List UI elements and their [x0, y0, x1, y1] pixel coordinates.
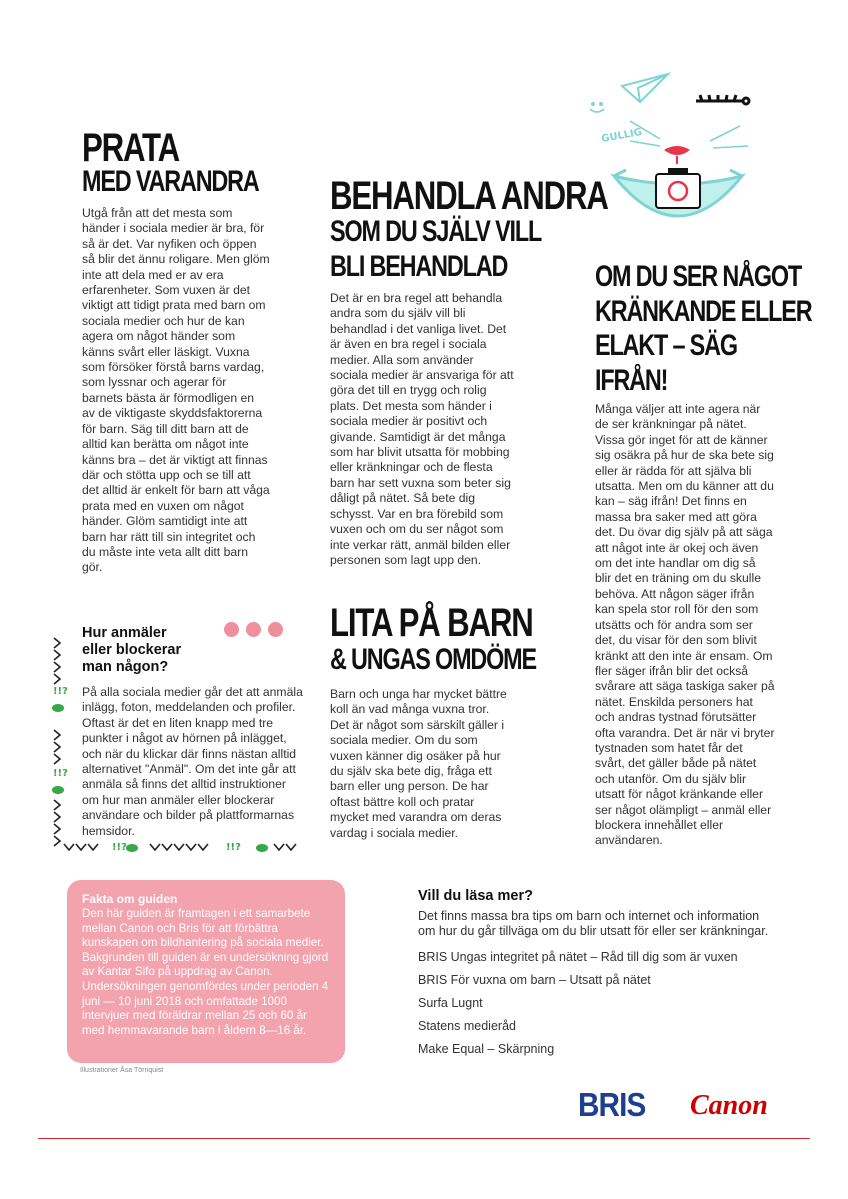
svg-text:!!?: !!?: [112, 842, 127, 853]
bris-logo: BRIS: [578, 1086, 646, 1123]
col3-title-line1: OM DU SER NÅGOT: [595, 260, 802, 293]
col2-title-line3: BLI BEHANDLAD: [330, 250, 508, 283]
svg-text:!!?: !!?: [53, 686, 68, 697]
fakta-box: [67, 880, 345, 1063]
col2-body2: Barn och unga har mycket bättre koll än vad många vuxna tror. Det är något som särskilt gäller i sociala medier. Om du som vuxen känner dig osäker på hur du själv ska bete dig, fråga ett barn eller ung person. De har oftast bättre koll och pratar mycket med varandra om deras vardag i sociala medier.: [330, 687, 507, 840]
col2-title-line1: BEHANDLA ANDRA: [330, 174, 608, 218]
col3-body: Många väljer att inte agera när de ser kränkningar på nätet. Vissa gör inget för att de känner sig osäkra på hur de ska bete sig eller är rädda för att själva bli utsatta. Men om du känner att du kan – säg ifrån! Det finns en massa bra saker med att göra det. Du övar dig själv på att säga att något inte är okej och även om det inte handlar om dig så blir det en träning om du skulle behöva. Att någon säger ifrån kan spela stor roll för den som utsätts och för andra som ser det, du visar för den som blivit kränkt att den inte är ensam. Om fler säger ifrån blir det också svårare att säga taskiga saker på nätet. Enskilda personers hat och andras tystnad förutsätter ofta varandra. Det är när vi bryter tystnaden som hatet får det svårt, det gäller både på nätet och utanför. Om du själv blir utsatt för något kränkande eller ser något olämpligt – anmäl eller blockera innehållet eller användaren.: [595, 402, 775, 848]
read-more-link[interactable]: BRIS För vuxna om barn – Utsatt på nätet: [418, 973, 651, 987]
read-more-links: [418, 950, 798, 1057]
col3-title-line4: IFRÅN!: [595, 364, 668, 397]
paper-plane-icon: [622, 74, 668, 102]
camera-icon: [656, 168, 700, 208]
col2-title2-line1: LITA PÅ BARN: [330, 601, 533, 645]
col2-title-line2: SOM DU SJÄLV VILL: [330, 215, 542, 248]
gullig-label: GULLIG: [600, 126, 643, 145]
read-more-heading: Vill du läsa mer?: [418, 888, 533, 904]
fakta-heading: Fakta om guiden: [82, 892, 178, 906]
report-heading: [82, 625, 232, 676]
read-more-intro: Det finns massa bra tips om barn och internet och information om hur du går tillväga om du blir utsatt för eller ser kränkningar.: [418, 909, 769, 938]
whiskers-icon: [630, 121, 748, 148]
illustration-credit: Illustrationer Åsa Törnquist: [80, 1067, 164, 1074]
col1-title-line1: PRATA: [82, 126, 179, 170]
read-more-link[interactable]: Statens medieråd: [418, 1019, 516, 1033]
col3-title-line2: KRÄNKANDE ELLER: [595, 295, 812, 328]
smiling-face-illustration: [580, 66, 780, 256]
report-heading-line2: eller blockerar: [82, 642, 182, 658]
col2-body: Det är en bra regel att behandla andra som du själv vill bli behandlad i det vanliga livet. Det är även en bra regel i sociala medier. Alla som använder sociala medier är ansvariga för att göra det till en trygg och rolig plats. Det mesta som händer i sociala medier är positivt och givande. Samtidigt är det många som har blivit utsatta för mobbing eller kränkningar och de flesta barn har sett vuxna som beter sig dåligt på nätet. Så bete dig schysst. Var en bra förebild som vuxen och om du ser något som inte verkar rätt, anmäl bilden eller personen som lagt upp den.: [330, 291, 514, 567]
smiley-icon: [590, 103, 604, 112]
canon-logo: Canon: [690, 1090, 768, 1121]
col1-body: Utgå från att det mesta som händer i sociala medier är bra, för så är det. Var nyfiken och öppen så blir det ännu roligare. Men glöm inte att dela med er av era erfarenheter. Som vuxen är det viktigt att tidigt prata med barn om sociala medier och hur de kan agera om något händer som känns svårt eller läskigt. Vuxna som försöker förstå barns vardag, som lyssnar och agerar för barnets bästa är förmodligen en av de viktigaste skyddsfaktorerna för barn. Säg till ditt barn att de alltid kan berätta om något inte känns bra – det är viktigt att finnas där och stötta upp och se till att det alltid är enkelt för barn att våga prata med en vuxen om något händer. Glöm samtidigt inte att barn har rätt till sin integritet och du måste inte veta allt ditt barn gör.: [82, 206, 270, 575]
report-body: På alla sociala medier går det att anmäla inlägg, foton, meddelanden och profiler. Oftast är det en liten knapp med tre punkter i något av hörnen på inlägget, och när du klickar där finns nästan alltid alternativet "Anmäl". Om det inte går att anmäla så finns det alltid instruktioner om hur man anmäler eller blockerar användare och bilder på plattformarnas hemsidor.: [82, 685, 303, 838]
nose-icon: [664, 146, 690, 164]
chevron-border-left-icon: [54, 638, 60, 846]
col3-title-line3: ELAKT – SÄG: [595, 329, 737, 362]
report-heading-line3: man någon?: [82, 659, 169, 675]
read-more-link[interactable]: BRIS Ungas integritet på nätet – Råd till dig som är vuxen: [418, 950, 738, 964]
read-more-link[interactable]: Surfa Lugnt: [418, 996, 483, 1010]
col1-title-line2: MED VARANDRA: [82, 165, 259, 198]
svg-text:!!?: !!?: [226, 842, 241, 853]
closed-eye-icon: [696, 95, 749, 104]
col2-title2-line2: & UNGAS OMDÖME: [330, 643, 536, 676]
fakta-body: Den här guiden är framtagen i ett samarbete mellan Canon och Bris för att förbättra kunskapen om bildhantering på sociala medier. Bakgrunden till guiden är en undersökning gjord av Kantar Sifo på uppdrag av Canon. Undersökningen genomfördes under perioden 4 juni — 10 juni 2018 och omfattade 1000 intervjuer med föräldrar mellan 25 och 60 år med hemmavarande barn i åldern 8—16 år.: [82, 907, 329, 1037]
footer-divider: [38, 1138, 810, 1139]
report-heading-line1: Hur anmäler: [82, 625, 167, 641]
read-more-link[interactable]: Make Equal – Skärpning: [418, 1042, 555, 1056]
svg-text:!!?: !!?: [53, 768, 68, 779]
